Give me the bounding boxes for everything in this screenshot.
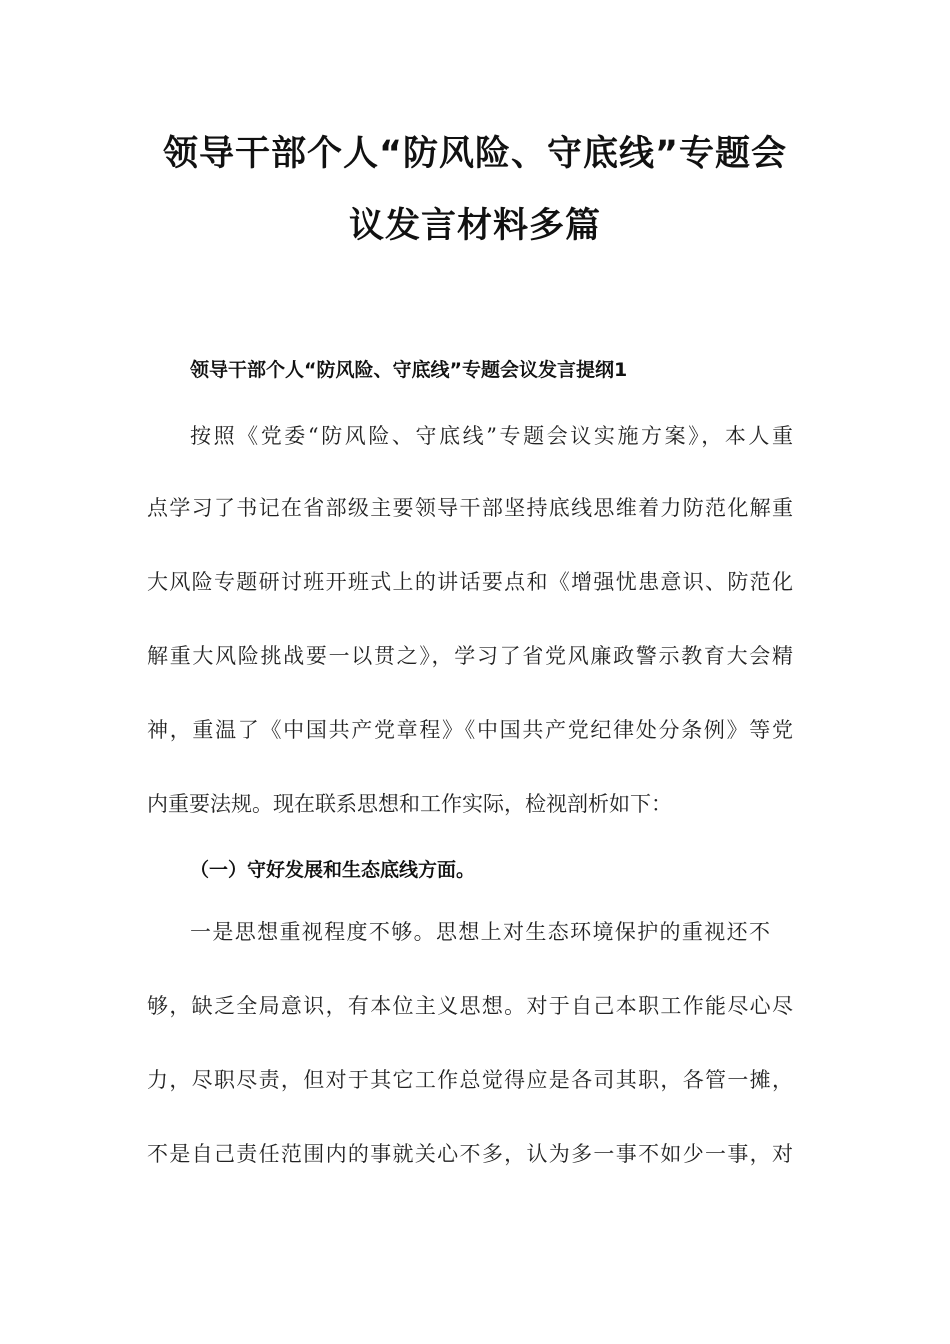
paragraph-2-line: 够，缺乏全局意识，有本位主义思想。对于自己本职工作能尽心尽 (147, 994, 793, 1018)
document-title-line-1: 领导干部个人“防风险、守底线”专题会 (162, 134, 787, 174)
paragraph-1-line: 内重要法规。现在联系思想和工作实际，检视剖析如下： (147, 792, 672, 816)
paragraph-2-line: 力，尽职尽责，但对于其它工作总觉得应是各司其职，各管一摊， (147, 1068, 793, 1092)
document-title-line-2: 议发言材料多篇 (348, 206, 601, 246)
paragraph-1-line: 大风险专题研讨班开班式上的讲话要点和《增强忧患意识、防范化 (147, 570, 793, 594)
paragraph-1-line: 点学习了书记在省部级主要领导干部坚持底线思维着力防范化解重 (147, 496, 793, 520)
paragraph-1-line: 解重大风险挑战要一以贯之》，学习了省党风廉政警示教育大会精 (147, 644, 793, 668)
paragraph-2-line: 不是自己责任范围内的事就关心不多，认为多一事不如少一事，对 (147, 1142, 793, 1166)
section-heading: （一）守好发展和生态底线方面。 (190, 859, 476, 881)
paragraph-2-line: 一是思想重视程度不够。思想上对生态环境保护的重视还不 (190, 920, 770, 944)
paragraph-1-line: 按照《党委“防风险、守底线”专题会议实施方案》，本人重 (190, 424, 793, 448)
subheading: 领导干部个人“防风险、守底线”专题会议发言提纲1 (190, 359, 628, 381)
paragraph-1-line: 神，重温了《中国共产党章程》《中国共产党纪律处分条例》等党 (147, 718, 793, 742)
